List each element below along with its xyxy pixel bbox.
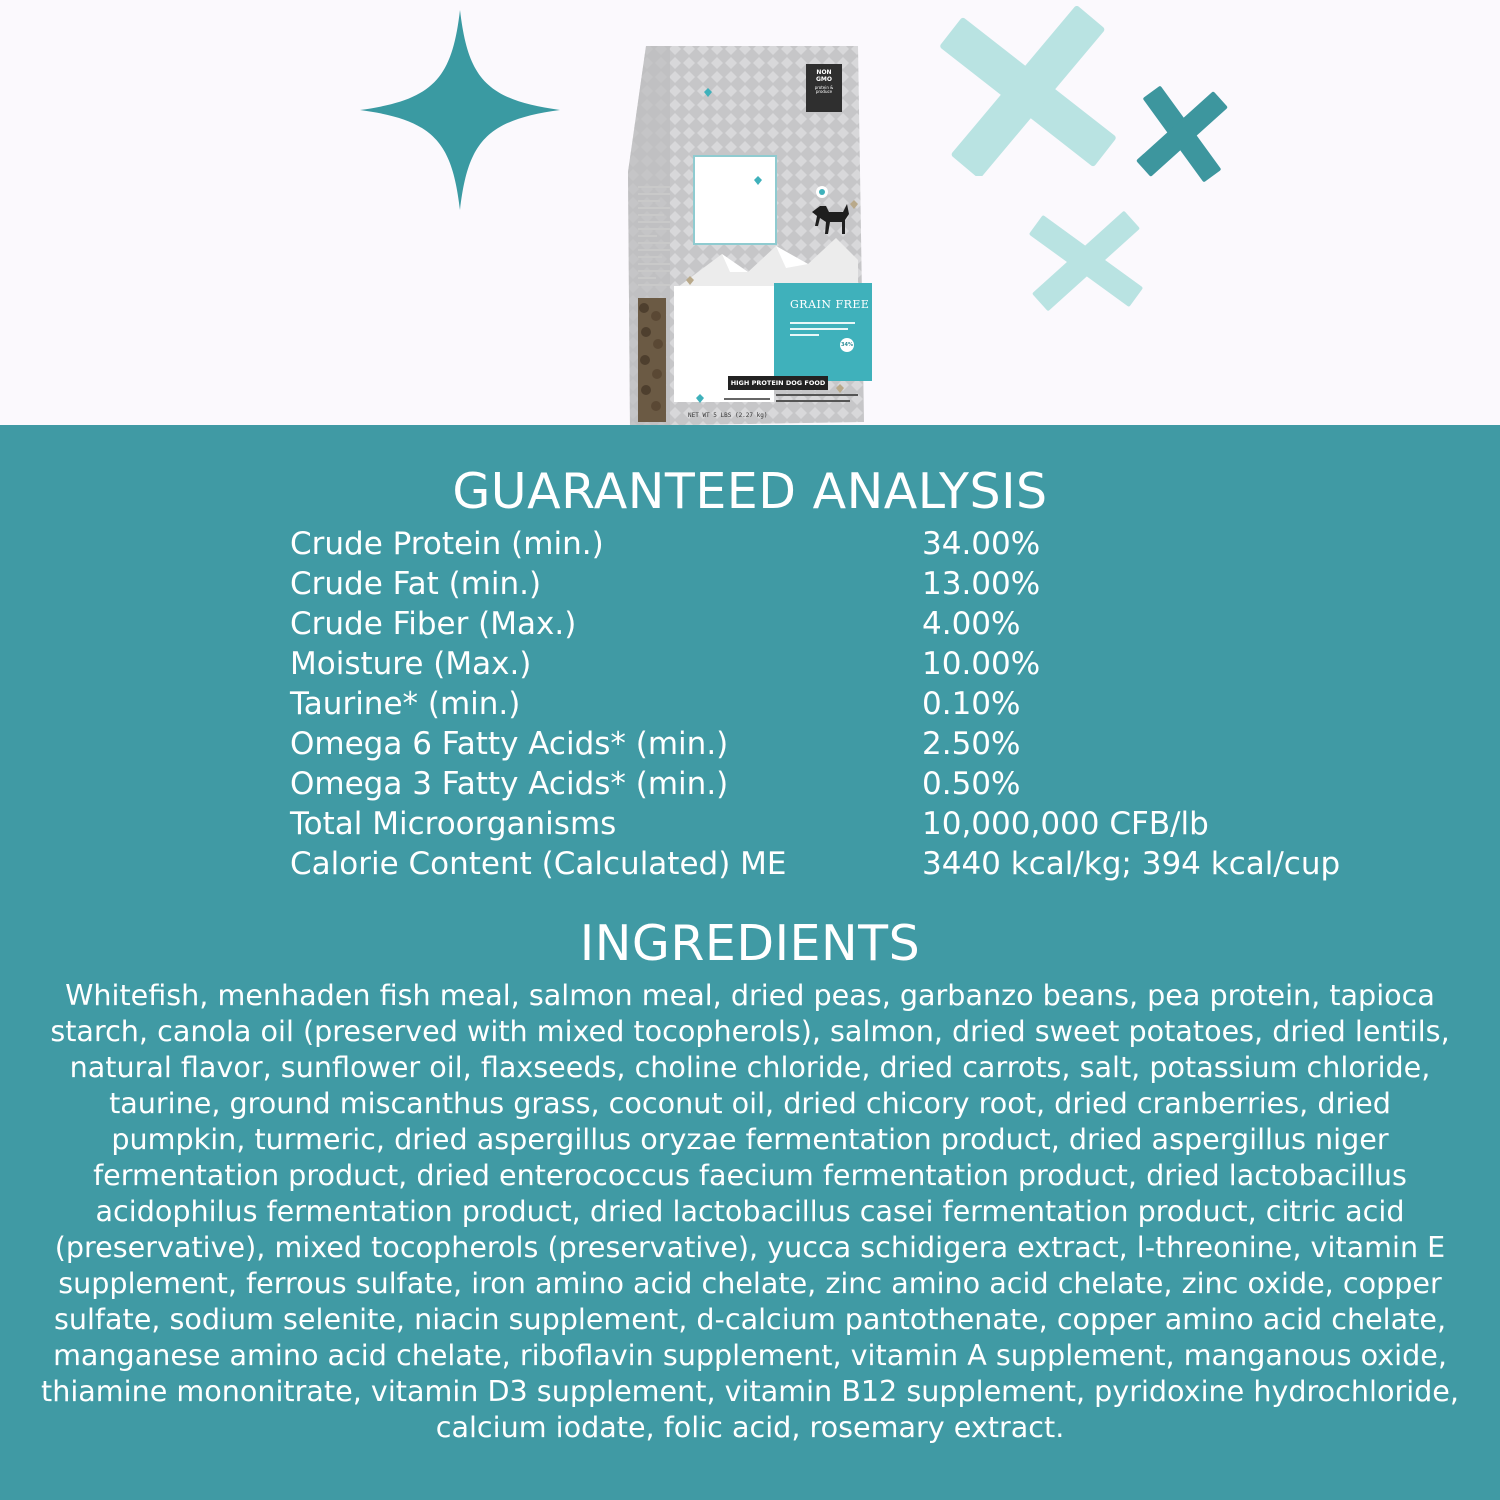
- high-protein-banner: HIGH PROTEIN DOG FOOD: [728, 376, 828, 390]
- net-weight-label: NET WT 5 LBS (2.27 kg): [688, 412, 768, 419]
- analysis-value: 10,000,000 CFB/lb: [922, 806, 1209, 842]
- non-gmo-line2: GMO: [816, 75, 832, 83]
- analysis-value: 0.50%: [922, 766, 1021, 802]
- guaranteed-analysis-title: GUARANTEED ANALYSIS: [452, 463, 1048, 520]
- analysis-row: [290, 684, 1470, 724]
- analysis-value: 10.00%: [922, 646, 1041, 682]
- analysis-row: [290, 844, 1470, 884]
- analysis-row: [290, 564, 1470, 604]
- ingredients-text: Whitefish, menhaden fish meal, salmon meal, dried peas, garbanzo beans, pea protein, tapioca starch, canola oil (preserved with mixed tocopherols), salmon, dried sweet potatoes, dried lentils, natural flavor, sunflower oil, flaxseeds, choline chloride, dried carrots, salt, potassium chloride, taurine, ground miscanthus grass, coconut oil, dried chicory root, dried cranberries, dried pumpkin, turmeric, dried aspergillus oryzae fermentation product, dried aspergillus niger fermentation product, dried enterococcus faecium fermentation product, dried lactobacillus acidophilus fermentation product, dried lactobacillus casei fermentation product, citric acid (preservative), mixed tocopherols (preservative), yucca schidigera extract, l-threonine, vitamin E supplement, ferrous sulfate, iron amino acid chelate, zinc amino acid chelate, zinc oxide, copper sulfate, sodium selenite, niacin supplement, d-calcium pantothenate, copper amino acid chelate, manganese amino acid chelate, riboflavin supplement, vitamin A supplement, manganous oxide, thiamine mononitrate, vitamin D3 supplement, vitamin B12 supplement, pyridoxine hydrochloride, calcium iodate, folic acid, rosemary extract.: [41, 978, 1459, 1444]
- grain-free-label: GRAIN FREE: [790, 298, 870, 311]
- analysis-label: Omega 3 Fatty Acids* (min.): [290, 766, 729, 802]
- large-light-x-icon: [936, 6, 1120, 176]
- hero-area: [0, 0, 1500, 425]
- analysis-value: 34.00%: [922, 526, 1041, 562]
- analysis-value: 0.10%: [922, 686, 1021, 722]
- protein-badge: 34%: [840, 338, 854, 352]
- analysis-row: [290, 804, 1470, 844]
- bag-panel-text: [790, 322, 862, 340]
- guaranteed-analysis-table: [290, 524, 1470, 884]
- analysis-row: [290, 644, 1470, 684]
- analysis-row: [290, 764, 1470, 804]
- star-icon: [358, 8, 562, 212]
- non-gmo-sub: protein & produce: [814, 84, 834, 95]
- analysis-label: Moisture (Max.): [290, 646, 532, 682]
- non-gmo-line1: NON: [816, 69, 832, 76]
- analysis-label: Taurine* (min.): [290, 686, 521, 722]
- bag-side-panel-text: [638, 186, 670, 291]
- analysis-label: Omega 6 Fatty Acids* (min.): [290, 726, 729, 762]
- analysis-row: [290, 524, 1470, 564]
- analysis-row: [290, 604, 1470, 644]
- analysis-label: Crude Fiber (Max.): [290, 606, 577, 642]
- small-light-x-icon: [1026, 208, 1146, 314]
- analysis-label: Crude Fat (min.): [290, 566, 542, 602]
- analysis-label: Crude Protein (min.): [290, 526, 604, 562]
- analysis-value: 13.00%: [922, 566, 1041, 602]
- analysis-label: Total Microorganisms: [290, 806, 617, 842]
- analysis-value: 3440 kcal/kg; 394 kcal/cup: [922, 846, 1341, 882]
- ingredients-title: INGREDIENTS: [579, 915, 921, 972]
- analysis-row: [290, 724, 1470, 764]
- analysis-value: 4.00%: [922, 606, 1021, 642]
- analysis-value: 2.50%: [922, 726, 1021, 762]
- non-gmo-badge: [806, 64, 842, 112]
- small-dark-x-icon: [1134, 86, 1230, 182]
- analysis-label: Calorie Content (Calculated) ME: [290, 846, 787, 882]
